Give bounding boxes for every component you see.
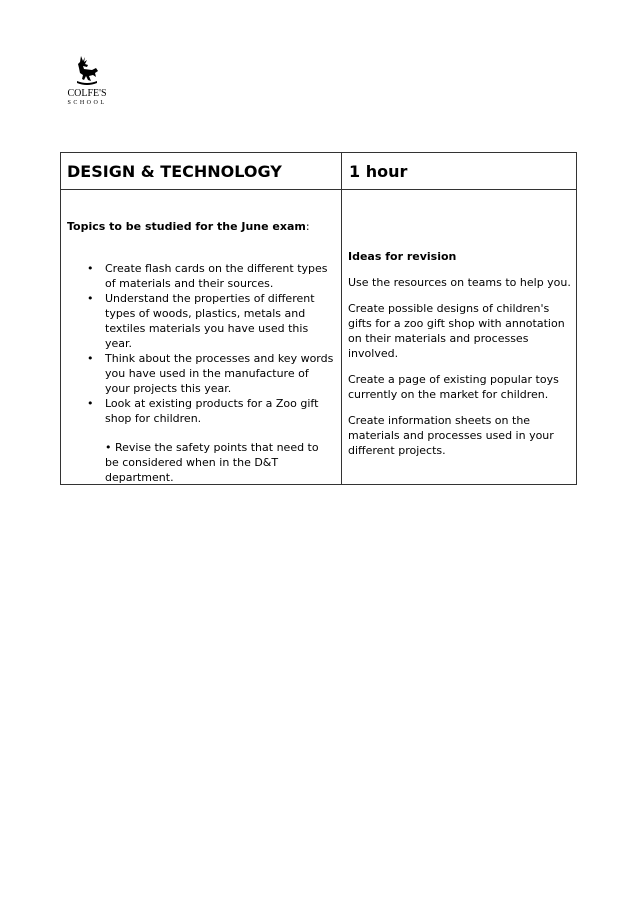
list-item: • Look at existing products for a Zoo gift shop for children.: [67, 396, 335, 426]
school-logo: [62, 54, 112, 112]
logo-school-subtitle: SCHOOL: [67, 100, 107, 106]
topics-colon: :: [305, 220, 310, 233]
list-item: • Think about the processes and key words you have used in the manufacture of your projects this year.: [67, 351, 335, 396]
safety-text: Revise the safety points that need to be considered when in the D&T department.: [105, 441, 319, 484]
duration-heading: 1 hour: [349, 162, 408, 181]
topics-list: [67, 261, 335, 426]
topics-heading: [67, 219, 335, 234]
revision-column: [348, 249, 574, 469]
subject-heading: DESIGN & TECHNOLOGY: [67, 162, 282, 181]
bullet-glyph: •: [105, 441, 115, 454]
header-divider: [61, 189, 576, 190]
topics-label: Topics to be studied for the June exam: [67, 220, 306, 233]
stag-crest-icon: [72, 54, 102, 88]
list-item: • Create flash cards on the different types of materials and their sources.: [67, 261, 335, 291]
revision-title: Ideas for revision: [348, 250, 457, 263]
topics-column: [67, 219, 335, 485]
revision-item: Use the resources on teams to help you.: [348, 276, 571, 289]
revision-item: Create a page of existing popular toys currently on the market for children.: [348, 373, 559, 401]
revision-item: Create possible designs of children's gifts for a zoo gift shop with annotation on their materials and processes involved.: [348, 302, 565, 360]
logo-school-name: COLFE'S: [67, 88, 107, 99]
subject-table: [60, 152, 577, 485]
revision-item: Create information sheets on the materials and processes used in your different projects.: [348, 414, 554, 457]
safety-list: [67, 440, 335, 485]
list-item: • Understand the properties of different types of woods, plastics, metals and textiles materials you have used this year.: [67, 291, 335, 351]
column-divider: [341, 153, 342, 484]
list-item: [67, 440, 335, 485]
